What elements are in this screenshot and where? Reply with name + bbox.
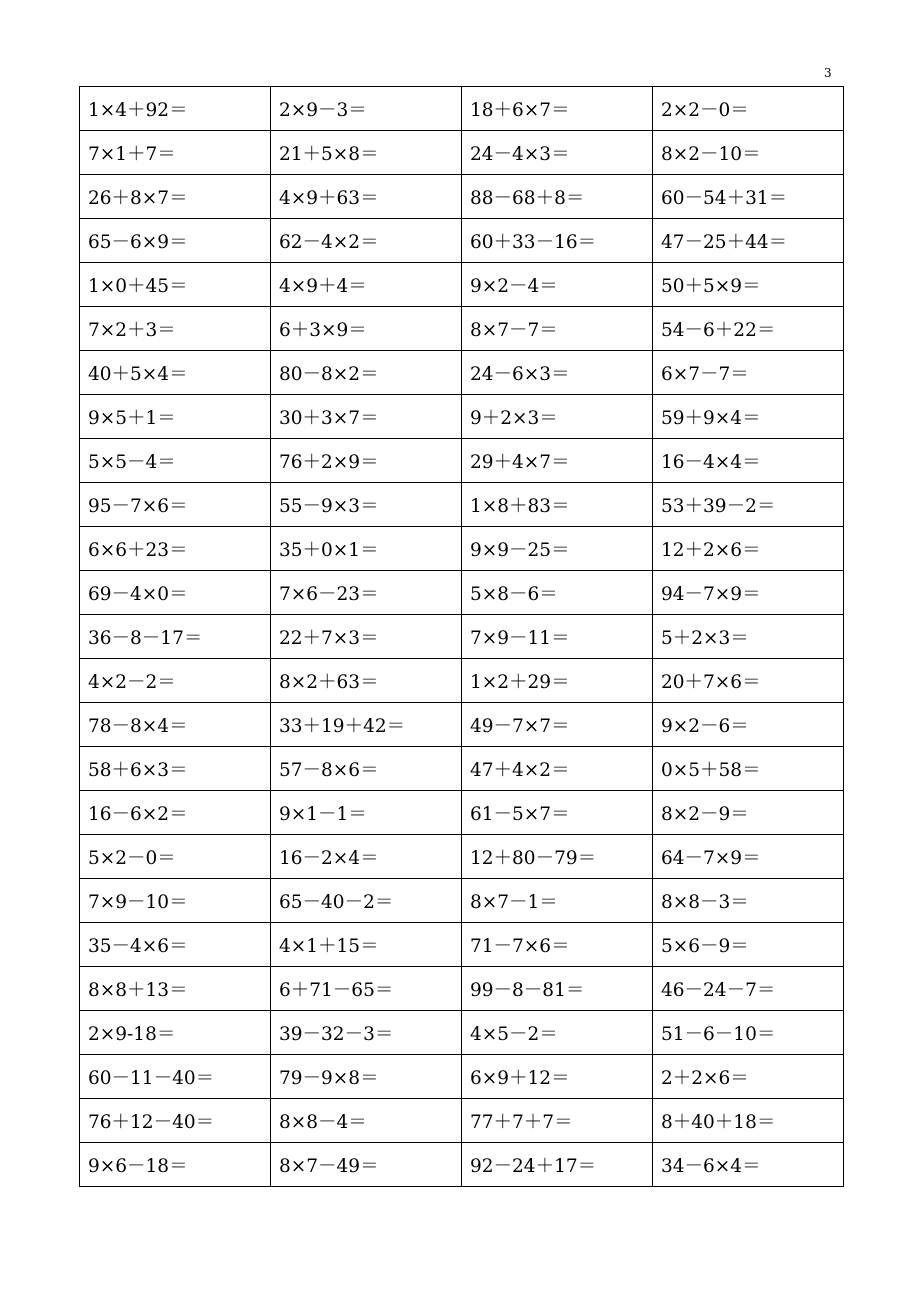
problem-cell: 57－8×6＝ — [271, 747, 462, 791]
table-row — [80, 263, 844, 307]
table-row — [80, 527, 844, 571]
table-row — [80, 747, 844, 791]
problem-cell: 7×6－23＝ — [271, 571, 462, 615]
problem-cell: 47＋4×2＝ — [462, 747, 653, 791]
problem-cell: 8×2－9＝ — [653, 791, 844, 835]
problem-cell: 2×9－3＝ — [271, 87, 462, 131]
problem-cell: 9×6－18＝ — [80, 1143, 271, 1187]
table-row — [80, 923, 844, 967]
problem-cell: 36－8－17＝ — [80, 615, 271, 659]
problem-cell: 9＋2×3＝ — [462, 395, 653, 439]
problem-cell: 64－7×9＝ — [653, 835, 844, 879]
worksheet-body — [80, 87, 844, 1187]
problem-cell: 8×2－10＝ — [653, 131, 844, 175]
problem-cell: 7×2＋3＝ — [80, 307, 271, 351]
problem-cell: 2×2－0＝ — [653, 87, 844, 131]
problem-cell: 22＋7×3＝ — [271, 615, 462, 659]
problem-cell: 62－4×2＝ — [271, 219, 462, 263]
problem-cell: 94－7×9＝ — [653, 571, 844, 615]
problem-cell: 12＋80－79＝ — [462, 835, 653, 879]
problem-cell: 6＋3×9＝ — [271, 307, 462, 351]
problem-cell: 5×6－9＝ — [653, 923, 844, 967]
problem-cell: 47－25＋44＝ — [653, 219, 844, 263]
problem-cell: 8×7－7＝ — [462, 307, 653, 351]
table-row — [80, 791, 844, 835]
table-row — [80, 439, 844, 483]
problem-cell: 92－24＋17＝ — [462, 1143, 653, 1187]
problem-cell: 4×9＋4＝ — [271, 263, 462, 307]
problem-cell: 78－8×4＝ — [80, 703, 271, 747]
problem-cell: 1×8＋83＝ — [462, 483, 653, 527]
table-row — [80, 615, 844, 659]
problem-cell: 0×5＋58＝ — [653, 747, 844, 791]
problem-cell: 26＋8×7＝ — [80, 175, 271, 219]
problem-cell: 7×9－10＝ — [80, 879, 271, 923]
problem-cell: 4×2－2＝ — [80, 659, 271, 703]
table-row — [80, 395, 844, 439]
problem-cell: 99－8－81＝ — [462, 967, 653, 1011]
problem-cell: 6×6＋23＝ — [80, 527, 271, 571]
page-number: 3 — [824, 66, 832, 80]
problem-cell: 12＋2×6＝ — [653, 527, 844, 571]
problem-cell: 50＋5×9＝ — [653, 263, 844, 307]
problem-cell: 8×7－49＝ — [271, 1143, 462, 1187]
problem-cell: 6×7－7＝ — [653, 351, 844, 395]
problem-cell: 35＋0×1＝ — [271, 527, 462, 571]
problem-cell: 5×5－4＝ — [80, 439, 271, 483]
problem-cell: 9×2－4＝ — [462, 263, 653, 307]
problem-cell: 9×1－1＝ — [271, 791, 462, 835]
problem-cell: 60－11－40＝ — [80, 1055, 271, 1099]
table-row — [80, 175, 844, 219]
table-row — [80, 307, 844, 351]
problem-cell: 9×5＋1＝ — [80, 395, 271, 439]
problem-cell: 53＋39－2＝ — [653, 483, 844, 527]
problem-cell: 34－6×4＝ — [653, 1143, 844, 1187]
table-row — [80, 1099, 844, 1143]
problem-cell: 69－4×0＝ — [80, 571, 271, 615]
problem-cell: 65－40－2＝ — [271, 879, 462, 923]
problem-cell: 7×9－11＝ — [462, 615, 653, 659]
table-row — [80, 879, 844, 923]
problem-cell: 54－6＋22＝ — [653, 307, 844, 351]
table-row — [80, 219, 844, 263]
problem-cell: 1×0＋45＝ — [80, 263, 271, 307]
table-row — [80, 835, 844, 879]
problem-cell: 2＋2×6＝ — [653, 1055, 844, 1099]
problem-cell: 8×8－4＝ — [271, 1099, 462, 1143]
problem-cell: 76＋12－40＝ — [80, 1099, 271, 1143]
problem-cell: 8＋40＋18＝ — [653, 1099, 844, 1143]
problem-cell: 79－9×8＝ — [271, 1055, 462, 1099]
problem-cell: 8×8＋13＝ — [80, 967, 271, 1011]
problem-cell: 39－32－3＝ — [271, 1011, 462, 1055]
table-row — [80, 1055, 844, 1099]
table-row — [80, 659, 844, 703]
problem-cell: 29＋4×7＝ — [462, 439, 653, 483]
problem-cell: 8×8－3＝ — [653, 879, 844, 923]
problem-cell: 1×2＋29＝ — [462, 659, 653, 703]
problem-cell: 16－6×2＝ — [80, 791, 271, 835]
table-row — [80, 131, 844, 175]
problem-cell: 5×2－0＝ — [80, 835, 271, 879]
table-row — [80, 87, 844, 131]
problem-cell: 40＋5×4＝ — [80, 351, 271, 395]
problem-cell: 16－2×4＝ — [271, 835, 462, 879]
problem-cell: 24－6×3＝ — [462, 351, 653, 395]
problem-cell: 6×9＋12＝ — [462, 1055, 653, 1099]
problem-cell: 2×9-18＝ — [80, 1011, 271, 1055]
arithmetic-worksheet-table — [79, 86, 844, 1187]
problem-cell: 77＋7＋7＝ — [462, 1099, 653, 1143]
problem-cell: 60＋33－16＝ — [462, 219, 653, 263]
problem-cell: 35－4×6＝ — [80, 923, 271, 967]
problem-cell: 24－4×3＝ — [462, 131, 653, 175]
problem-cell: 21＋5×8＝ — [271, 131, 462, 175]
problem-cell: 18＋6×7＝ — [462, 87, 653, 131]
problem-cell: 46－24－7＝ — [653, 967, 844, 1011]
table-row — [80, 967, 844, 1011]
table-row — [80, 703, 844, 747]
problem-cell: 6＋71－65＝ — [271, 967, 462, 1011]
table-row — [80, 1011, 844, 1055]
problem-cell: 49－7×7＝ — [462, 703, 653, 747]
problem-cell: 9×9－25＝ — [462, 527, 653, 571]
problem-cell: 60－54＋31＝ — [653, 175, 844, 219]
problem-cell: 16－4×4＝ — [653, 439, 844, 483]
table-row — [80, 571, 844, 615]
problem-cell: 8×7－1＝ — [462, 879, 653, 923]
problem-cell: 8×2＋63＝ — [271, 659, 462, 703]
problem-cell: 5＋2×3＝ — [653, 615, 844, 659]
problem-cell: 80－8×2＝ — [271, 351, 462, 395]
problem-cell: 95－7×6＝ — [80, 483, 271, 527]
problem-cell: 51－6－10＝ — [653, 1011, 844, 1055]
problem-cell: 1×4＋92＝ — [80, 87, 271, 131]
problem-cell: 30＋3×7＝ — [271, 395, 462, 439]
problem-cell: 4×5－2＝ — [462, 1011, 653, 1055]
table-row — [80, 1143, 844, 1187]
problem-cell: 7×1＋7＝ — [80, 131, 271, 175]
problem-cell: 20＋7×6＝ — [653, 659, 844, 703]
problem-cell: 5×8－6＝ — [462, 571, 653, 615]
problem-cell: 71－7×6＝ — [462, 923, 653, 967]
problem-cell: 88－68＋8＝ — [462, 175, 653, 219]
problem-cell: 4×9＋63＝ — [271, 175, 462, 219]
problem-cell: 58＋6×3＝ — [80, 747, 271, 791]
problem-cell: 9×2－6＝ — [653, 703, 844, 747]
problem-cell: 59＋9×4＝ — [653, 395, 844, 439]
problem-cell: 61－5×7＝ — [462, 791, 653, 835]
problem-cell: 4×1＋15＝ — [271, 923, 462, 967]
problem-cell: 55－9×3＝ — [271, 483, 462, 527]
table-row — [80, 351, 844, 395]
problem-cell: 65－6×9＝ — [80, 219, 271, 263]
table-row — [80, 483, 844, 527]
problem-cell: 33＋19＋42＝ — [271, 703, 462, 747]
problem-cell: 76＋2×9＝ — [271, 439, 462, 483]
